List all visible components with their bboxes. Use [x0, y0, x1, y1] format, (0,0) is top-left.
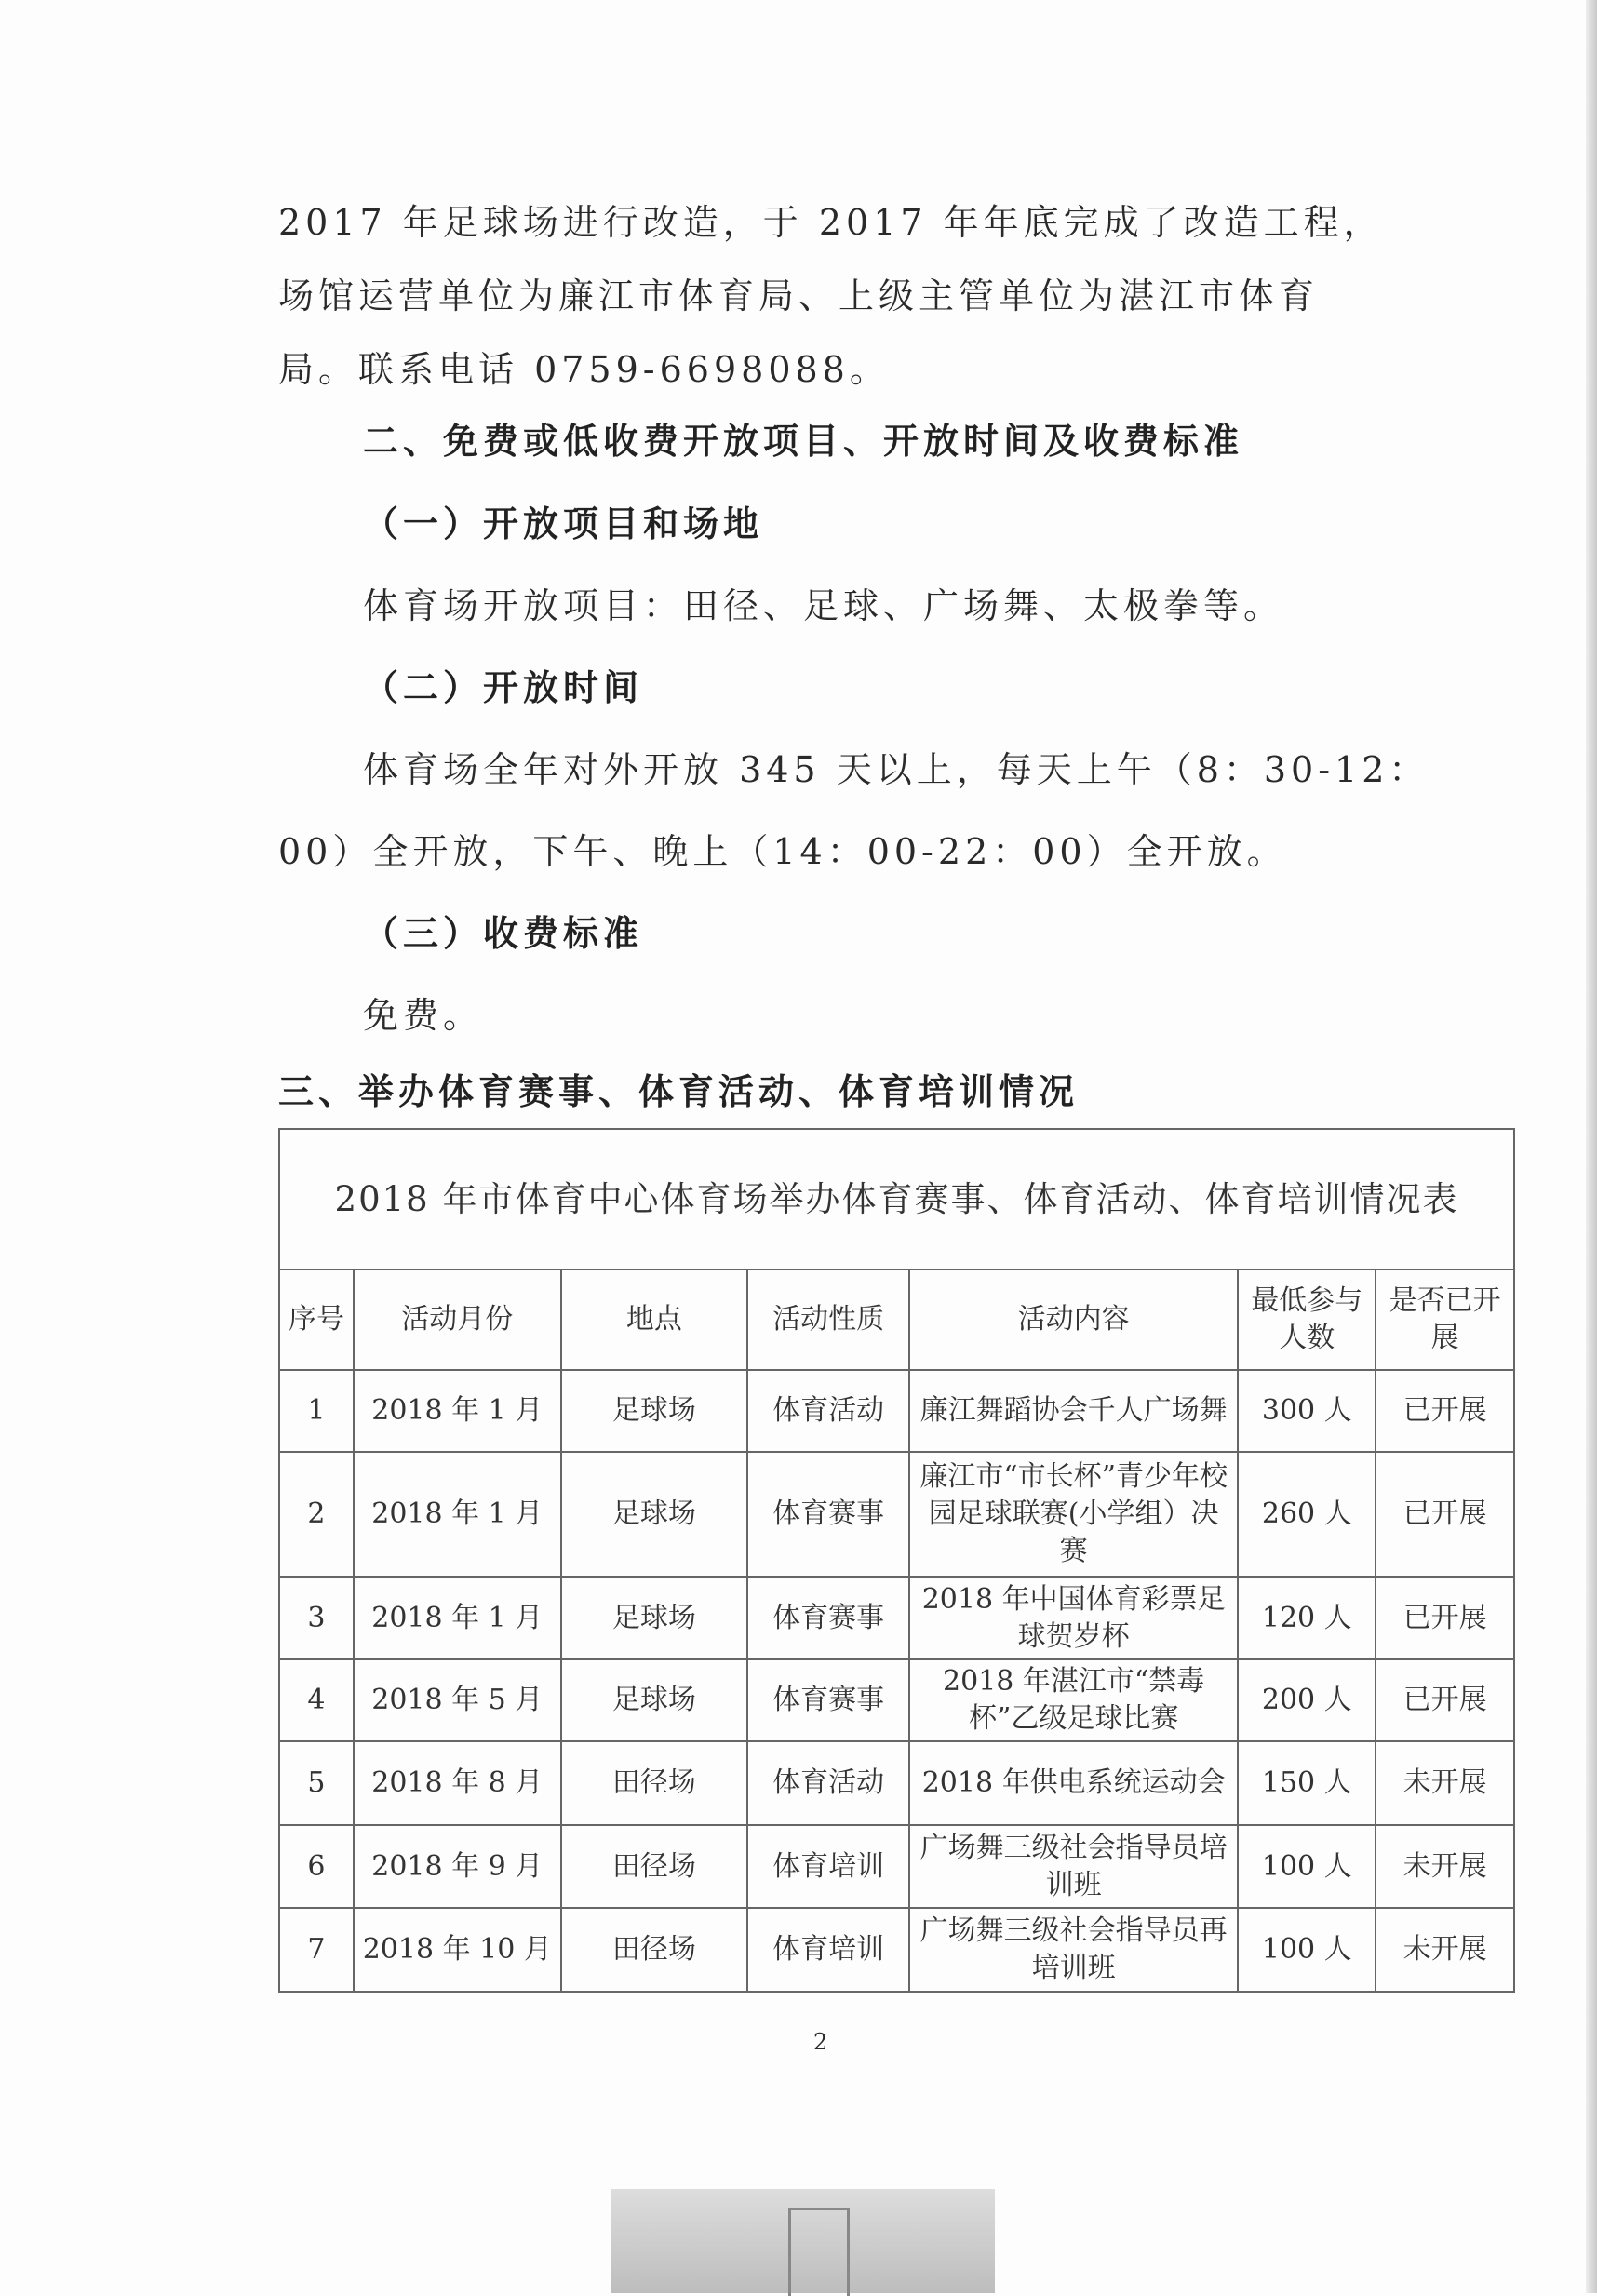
cell-status: 未开展: [1376, 1825, 1514, 1908]
table-row: [279, 1659, 1514, 1741]
subheading: （一）开放项目和场地: [363, 504, 764, 544]
table-row: [279, 1741, 1514, 1825]
subheading: （三）收费标准: [363, 913, 644, 954]
cell-index: 4: [279, 1659, 354, 1741]
cell-month: 2018 年 1 月: [354, 1577, 561, 1659]
section-heading: 二、免费或低收费开放项目、开放时间及收费标准: [363, 421, 1244, 462]
header-location: 地点: [561, 1269, 748, 1370]
scan-edge: [1586, 0, 1597, 2293]
table-row: [279, 1370, 1514, 1452]
cell-month: 2018 年 5 月: [354, 1659, 561, 1741]
cell-type: 体育赛事: [747, 1659, 909, 1741]
header-status: 是否已开展: [1376, 1269, 1514, 1370]
activities-table: [278, 1128, 1515, 1993]
cell-status: 已开展: [1376, 1370, 1514, 1452]
table-row: [279, 1908, 1514, 1992]
cell-type: 体育赛事: [747, 1577, 909, 1659]
cell-location: 田径场: [561, 1908, 748, 1992]
subheading: （二）开放时间: [363, 667, 644, 708]
cell-location: 田径场: [561, 1825, 748, 1908]
cell-index: 5: [279, 1741, 354, 1825]
section-heading: 三、举办体育赛事、体育活动、体育培训情况: [278, 1071, 1080, 1112]
paragraph-line: 局。联系电话 0759-6698088。: [278, 349, 890, 390]
cell-location: 足球场: [561, 1370, 748, 1452]
header-type: 活动性质: [747, 1269, 909, 1370]
cell-content: 廉江舞蹈协会千人广场舞: [909, 1370, 1238, 1452]
page-number: 2: [813, 2029, 828, 2055]
paragraph-line: 00）全开放，下午、晚上（14：00-22：00）全开放。: [278, 831, 1287, 872]
paragraph-line: 2017 年足球场进行改造，于 2017 年年底完成了改造工程，: [278, 202, 1384, 243]
header-month: 活动月份: [354, 1269, 561, 1370]
cell-status: 未开展: [1376, 1741, 1514, 1825]
cell-participants: 300 人: [1238, 1370, 1376, 1452]
cell-index: 7: [279, 1908, 354, 1992]
cell-type: 体育活动: [747, 1741, 909, 1825]
scan-artifact-image: [611, 2189, 995, 2293]
cell-type: 体育培训: [747, 1908, 909, 1992]
cell-status: 未开展: [1376, 1908, 1514, 1992]
cell-type: 体育培训: [747, 1825, 909, 1908]
cell-content: 2018 年湛江市“禁毒杯”乙级足球比赛: [909, 1659, 1238, 1741]
cell-location: 田径场: [561, 1741, 748, 1825]
cell-content: 广场舞三级社会指导员再培训班: [909, 1908, 1238, 1992]
table-header-row: [279, 1269, 1514, 1370]
cell-status: 已开展: [1376, 1452, 1514, 1577]
cell-type: 体育活动: [747, 1370, 909, 1452]
paragraph-line: 体育场开放项目：田径、足球、广场舞、太极拳等。: [363, 585, 1284, 626]
paragraph-line: 体育场全年对外开放 345 天以上，每天上午（8：30-12：: [363, 749, 1429, 790]
cell-status: 已开展: [1376, 1659, 1514, 1741]
cell-participants: 150 人: [1238, 1741, 1376, 1825]
table-row: [279, 1825, 1514, 1908]
cell-month: 2018 年 9 月: [354, 1825, 561, 1908]
cell-participants: 100 人: [1238, 1908, 1376, 1992]
table-title: 2018 年市体育中心体育场举办体育赛事、体育活动、体育培训情况表: [279, 1129, 1514, 1269]
cell-index: 3: [279, 1577, 354, 1659]
cell-content: 廉江市“市长杯”青少年校园足球联赛(小学组）决赛: [909, 1452, 1238, 1577]
cell-index: 1: [279, 1370, 354, 1452]
cell-participants: 260 人: [1238, 1452, 1376, 1577]
table-row: [279, 1452, 1514, 1577]
cell-participants: 120 人: [1238, 1577, 1376, 1659]
cell-location: 足球场: [561, 1659, 748, 1741]
cell-index: 6: [279, 1825, 354, 1908]
cell-content: 2018 年中国体育彩票足球贺岁杯: [909, 1577, 1238, 1659]
header-participants: 最低参与人数: [1238, 1269, 1376, 1370]
cell-month: 2018 年 1 月: [354, 1370, 561, 1452]
cell-index: 2: [279, 1452, 354, 1577]
cell-month: 2018 年 10 月: [354, 1908, 561, 1992]
table-row: [279, 1577, 1514, 1659]
cell-status: 已开展: [1376, 1577, 1514, 1659]
paragraph-line: 场馆运营单位为廉江市体育局、上级主管单位为湛江市体育: [278, 275, 1320, 316]
header-index: 序号: [279, 1269, 354, 1370]
cell-content: 2018 年供电系统运动会: [909, 1741, 1238, 1825]
cell-month: 2018 年 8 月: [354, 1741, 561, 1825]
cell-content: 广场舞三级社会指导员培训班: [909, 1825, 1238, 1908]
cell-location: 足球场: [561, 1577, 748, 1659]
cell-location: 足球场: [561, 1452, 748, 1577]
cell-participants: 100 人: [1238, 1825, 1376, 1908]
cell-month: 2018 年 1 月: [354, 1452, 561, 1577]
cell-type: 体育赛事: [747, 1452, 909, 1577]
header-content: 活动内容: [909, 1269, 1238, 1370]
cell-participants: 200 人: [1238, 1659, 1376, 1741]
paragraph-line: 免费。: [363, 995, 484, 1036]
